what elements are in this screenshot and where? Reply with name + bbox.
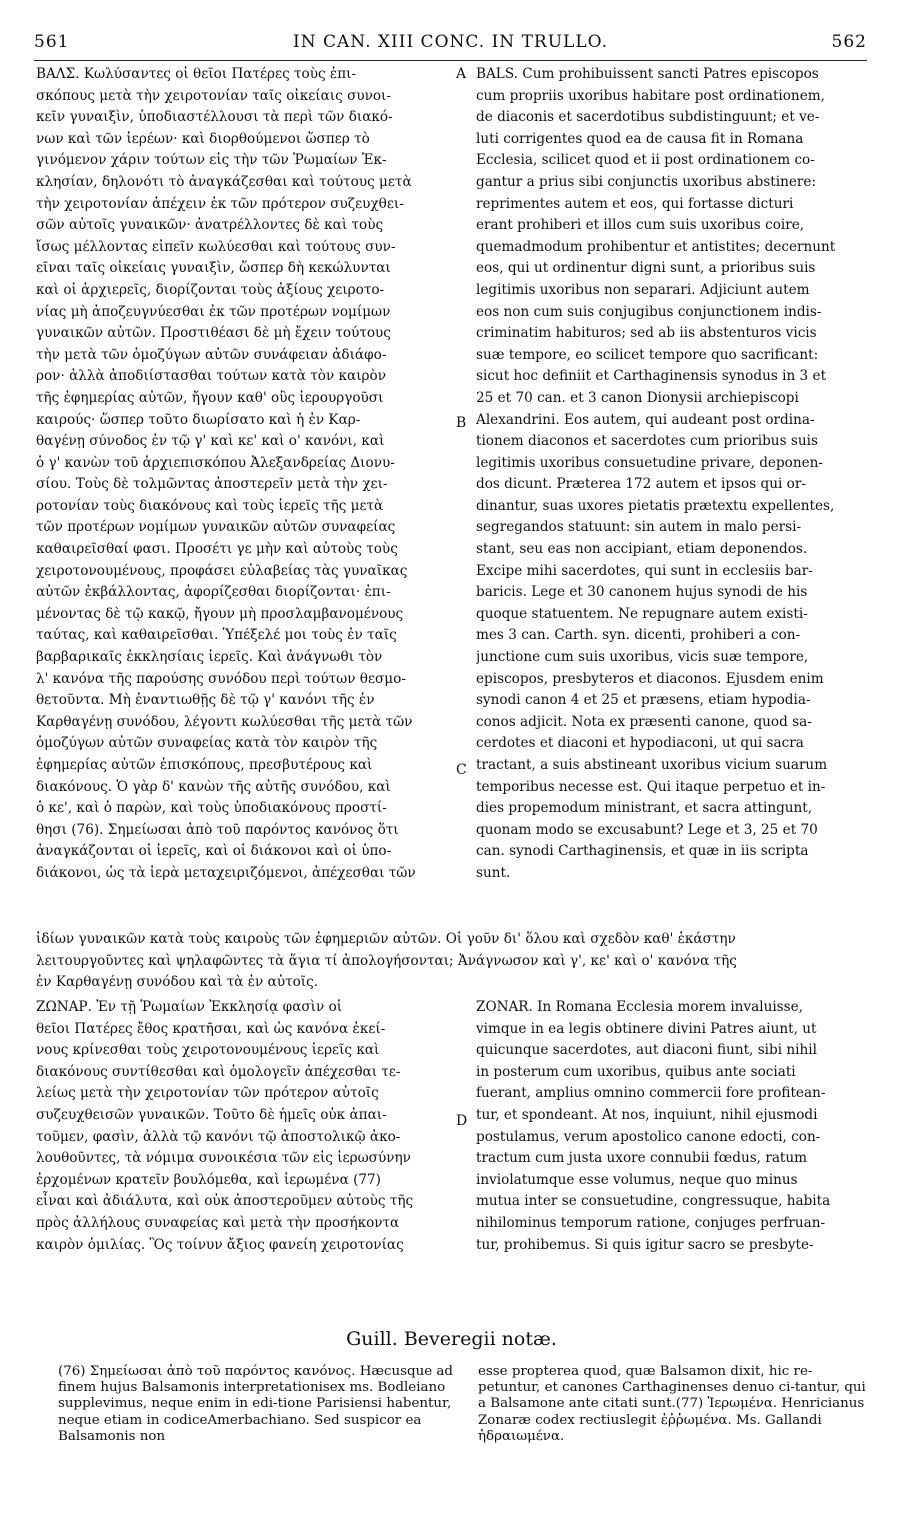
text-line: dos dicunt. Præterea 172 autem et ipsos qui or-: [476, 476, 806, 493]
text-line: εῖναι ταῖς οἰκείαις γυναιξὶν, ὥσπερ δὴ κεκώλυνται: [36, 260, 391, 277]
note-line: esse propterea quod, quæ Balsamon dixit, hic re-: [478, 1364, 813, 1379]
text-line: 25 et 70 can. et 3 canon Dionysii archiepiscopi: [476, 389, 799, 406]
text-line: suæ tempore, eo scilicet tempore quo sacrificant:: [476, 346, 819, 363]
text-line: can. synodi Carthaginensis, et quæ in iis scripta: [476, 843, 809, 860]
text-line: γινόμενον χάριν τούτων εἰς τὴν τῶν Ῥωμαίων Ἐκ-: [36, 152, 387, 169]
text-line: νους κρίνεσθαι τοὺς χειροτονουμένους ἱερεῖς καὶ: [36, 1042, 380, 1059]
text-line: quonam modo se excusabunt? Lege et 3, 25 et 70: [476, 821, 818, 838]
text-line: ἰδίων γυναικῶν κατὰ τοὺς καιροὺς τῶν ἐφημεριῶν αὐτῶν. Οἱ γοῦν δι' ὅλου καὶ σχεδὸν καθ' ἑκάστην: [36, 931, 736, 947]
text-line: τῆς ἐφημερίας αὐτῶν, ἤγουν καθ' οὓς ἱερουργοῦσι: [36, 389, 384, 406]
text-line: τῶν προτέρων νομίμων γυναικῶν αὐτῶν συναφείας: [36, 519, 396, 536]
text-line: πρὸς ἀλλήλους συναφείας καὶ μετὰ τὴν προσήκοντα: [36, 1214, 400, 1231]
margin-marker-c: C: [456, 762, 467, 778]
page-number-right: 562: [831, 32, 867, 52]
text-line: reprimentes autem et eos, qui fortasse dicturi: [476, 195, 794, 212]
text-line: synodi canon 4 et 25 et præsens, etiam hypodia-: [476, 692, 811, 709]
text-line: Ecclesia, scilicet quod et ii post ordinationem co-: [476, 152, 815, 169]
text-line: BALS. Cum prohibuissent sancti Patres episcopos: [476, 66, 819, 82]
text-line: postulamus, verum apostolico canone edocti, con-: [476, 1128, 821, 1145]
text-line: mutua inter se consuetudine, congressuque, habita: [476, 1193, 831, 1210]
running-title: IN CAN. XIII CONC. IN TRULLO.: [293, 32, 608, 52]
notes-heading: Guill. Beveregii notæ.: [346, 1328, 557, 1350]
text-line: tractum cum justa uxore connubii fœdus, ratum: [476, 1150, 808, 1167]
text-line: quoque statuentem. Ne repugnare autem existi-: [476, 605, 808, 622]
text-line: in posterum cum uxoribus, quibus ante sociati: [476, 1063, 796, 1080]
text-line: episcopos, presbyteros et diaconos. Ejusdem enim: [476, 670, 824, 687]
text-line: Alexandrini. Eos autem, qui audeant post ordina-: [476, 411, 815, 428]
text-line: λείως μετὰ τὴν χειροτονίαν τῶν πρότερον αὐτοῖς: [36, 1085, 379, 1102]
text-line: ΖΩΝΑΡ. Ἐν τῇ Ῥωμαίων Ἐκκλησίᾳ φασὶν οἱ: [36, 999, 343, 1015]
text-line: ταύτας, καὶ καθαιρεῖσθαι. Ὑπέξελέ μοι τοὺς ἐν ταῖς: [36, 627, 397, 644]
text-line: διάκονοι, ὡς τὰ ἱερὰ μεταχειριζόμενοι, ἀπέχεσθαι τῶν: [36, 864, 416, 881]
balsamon-greek-column: [36, 64, 450, 885]
note-line: tione Parisiensi habentur, neque etiam in codice: [58, 1396, 452, 1428]
text-line: segregandos statuunt: sin autem in malo persi-: [476, 519, 802, 536]
text-line: eos, qui ut ordinentur digni sunt, a prioribus suis: [476, 260, 816, 277]
text-line: διακόνους. Ὁ γὰρ δ' κανὼν τῆς αὐτῆς συνόδου, καὶ: [36, 778, 391, 795]
text-line: τοῦμεν, φασὶν, ἀλλὰ τῷ κανόνι τῷ ἀποστολικῷ ἀκο-: [36, 1128, 401, 1145]
text-line: tractant, a suis abstineant uxoribus vicium suarum: [476, 757, 828, 773]
text-line: καθαιρεῖσθαί φασι. Προσέτι γε μὴν καὶ αὐτοὺς τοὺς: [36, 541, 398, 558]
margin-marker-d: D: [456, 1113, 468, 1129]
note-line: Amerbachiano. Sed suspicor ea Balsamonis non: [58, 1412, 422, 1444]
text-line: baricis. Lege et 30 canonem hujus synodi de his: [476, 584, 808, 601]
text-line: conos adjicit. Nota ex præsenti canone, quod sa-: [476, 713, 812, 730]
text-line: εἶναι καὶ ἀδιάλυτα, καὶ οὐκ ἀποστεροῦμεν αὐτοὺς τῆς: [36, 1193, 414, 1210]
text-line: erant prohiberi et illos cum suis uxoribus coire,: [476, 217, 805, 234]
text-line: θαγένῃ σύνοδος ἐν τῷ γ' καὶ κε' καὶ ο' κανόνι, καὶ: [36, 433, 385, 450]
text-line: νων καὶ τῶν ἱερέων· καὶ διορθούμενοι ὥσπερ τὸ: [36, 130, 370, 147]
text-line: αὐτῶν ἐκβάλλοντας, ἀφορίζεσθαι διορίζονται· ἐπι-: [36, 584, 391, 601]
text-line: eos non cum suis conjugibus conjunctionem indis-: [476, 303, 822, 320]
text-line: χειροτονουμένους, προφάσει εὐλαβείας τὰς γυναῖκας: [36, 562, 408, 579]
page-header: [34, 32, 867, 58]
text-line: συζευχθεισῶν γυναικῶν. Τοῦτο δὲ ἡμεῖς οὐκ ἀπαι-: [36, 1106, 387, 1123]
text-line: tionem diaconos et sacerdotes cum prioribus suis: [476, 433, 818, 450]
text-line: καιρὸν ὁμιλίας. Ὃς τοίνυν ἄξιος φανείη χειροτονίας: [36, 1236, 404, 1253]
header-rule: [34, 60, 867, 61]
note-line: tantur, qui a Balsamone ante citati sunt.: [478, 1380, 866, 1412]
note-line: petuntur, et canones Carthaginenses denuo ci-: [478, 1380, 795, 1396]
text-line: cerdotes et diaconi et hypodiaconi, ut qui sacra: [476, 735, 804, 752]
note-line: ex ms. Bodleiano supplevimus, neque enim in edi-: [58, 1380, 446, 1412]
text-line: tur, prohibemus. Si quis igitur sacro se presbyte-: [476, 1236, 814, 1253]
text-line: ἐφημερίας αὐτῶν ἐπισκόπους, πρεσβυτέρους καὶ: [36, 757, 373, 773]
text-line: sunt.: [476, 864, 511, 881]
text-line: stant, seu eas non accipiant, etiam deponendos.: [476, 541, 808, 558]
text-line: μένοντας δὲ τῷ κακῷ, ἤγουν μὴ προσλαμβανομένους: [36, 605, 404, 622]
text-line: nihilominus temporum ratione, conjuges perfruan-: [476, 1214, 826, 1231]
text-line: ΒΑΛΣ. Κωλύσαντες οἱ θεῖοι Πατέρες τοὺς ἐπι-: [36, 66, 357, 82]
text-line: καὶ οἱ ἀρχιερεῖς, διορίζονται τοὺς ἀξίους χειροτο-: [36, 281, 385, 298]
text-line: luti corrigentes quod ea de causa fit in Romana: [476, 130, 804, 147]
text-line: sicut hoc definiit et Carthaginensis synodus in 3 et: [476, 368, 827, 385]
text-line: dinantur, suas uxores pietatis prætextu expellentes,: [476, 497, 835, 514]
note-line: (76) Σημείωσαι ἀπὸ τοῦ παρόντος κανόνος. Hæc: [58, 1364, 392, 1379]
text-line: temporibus necesse est. Qui itaque perpetuo et in-: [476, 778, 826, 795]
zonaras-greek-column: [36, 997, 450, 1256]
text-line: ροτονίαν τοὺς διακόνους καὶ τοὺς ἱερεῖς τῆς μετὰ: [36, 497, 384, 514]
note-line: (77) Ἱερωμένα. Henricianus Zonaræ codex rectius: [478, 1396, 865, 1428]
text-line: κλησίαν, δηλονότι τὸ ἀναγκάζεσθαι καὶ τούτους μετὰ: [36, 173, 412, 190]
text-line: βαρβαρικαῖς ἐκκλησίαις ἱερεῖς. Καὶ ἀνάγνωθι τὸν: [36, 649, 383, 666]
text-line: Excipe mihi sacerdotes, qui sunt in ecclesiis bar-: [476, 562, 813, 579]
text-line: de diaconis et sacerdotibus subdistinguunt; et ve-: [476, 109, 820, 126]
page-number-left: 561: [34, 32, 70, 52]
text-line: mes 3 can. Carth. syn. dicenti, prohiberi a con-: [476, 627, 801, 644]
text-line: tur, et spondeant. At nos, inquiunt, nihil ejusmodi: [476, 1106, 818, 1123]
text-line: διακόνους συντίθεσθαι καὶ ὁμολογεῖν ἀπέχεσθαι τε-: [36, 1063, 401, 1080]
text-line: dies propemodum ministrant, et sacra attingunt,: [476, 800, 813, 817]
text-line: criminatim habituros; sed ab iis abstenturos vicis: [476, 325, 817, 342]
full-width-continuation: [36, 929, 868, 994]
note-line: usque ad finem hujus Balsamonis interpretationis: [58, 1364, 453, 1396]
text-line: κεῖν γυναιξὶν, ὑποδιαστέλλουσι τὰ περὶ τῶν διακό-: [36, 109, 393, 126]
note-line: legit ἐῤῥωμένα. Ms. Gallandi ἡδραιωμένα.: [478, 1412, 822, 1444]
text-line: legitimis uxoribus non separari. Adjiciunt autem: [476, 281, 810, 298]
text-line: σίου. Τοὺς δὲ τολμῶντας ἀποστερεῖν μετὰ τὴν χει-: [36, 476, 388, 493]
notes-right-column: [478, 1364, 870, 1445]
text-line: λ' κανόνα τῆς παρούσης συνόδου περὶ τούτων θεσμο-: [36, 670, 406, 687]
text-line: ὁ γ' κανὼν τοῦ ἀρχιεπισκόπου Ἀλεξανδρείας Διονυ-: [36, 454, 395, 471]
text-line: cum propriis uxoribus habitare post ordinationem,: [476, 87, 825, 104]
text-line: νίας μὴ ἀποζευγνύεσθαι ἐκ τῶν προτέρων νομίμων: [36, 303, 391, 320]
text-line: ZONAR. In Romana Ecclesia morem invaluisse,: [476, 999, 803, 1015]
text-line: ἐν Καρθαγένῃ συνόδου καὶ τὰ ἐν αὐτοῖς.: [36, 974, 319, 991]
text-line: καιρούς· ὥσπερ τοῦτο διωρίσατο καὶ ἡ ἐν Καρ-: [36, 411, 361, 428]
text-line: γυναικῶν αὐτῶν. Προστιθέασι δὲ μὴ ἔχειν τούτους: [36, 325, 391, 342]
balsamon-latin-column: [476, 64, 868, 885]
text-line: σῶν αὐτοῖς γυναικῶν· ἀνατρέλλοντες δὲ καὶ τοὺς: [36, 217, 384, 234]
text-line: τὴν χειροτονίαν ἀπέχειν ἐκ τῶν πρότερον συζευχθει-: [36, 195, 404, 212]
text-line: λουθοῦντες, τὰ νόμιμα συνοικέσια τῶν εἰς ἱερωσύνην: [36, 1150, 411, 1167]
text-line: ἴσως μέλλοντας εἰπεῖν κωλύεσθαι καὶ τούτους συν-: [36, 238, 396, 255]
margin-marker-b: B: [456, 415, 467, 431]
text-line: ἀναγκάζονται οἱ ἱερεῖς, καὶ οἱ διάκονοι καὶ οἱ ὑπο-: [36, 843, 392, 860]
text-line: θεῖοι Πατέρες ἔθος κρατῆσαι, καὶ ὡς κανόνα ἐκεί-: [36, 1020, 386, 1037]
margin-marker-a: A: [456, 66, 467, 82]
text-line: σκόπους μετὰ τὴν χειροτονίαν ταῖς οἰκείαις συνοι-: [36, 87, 391, 104]
text-line: ὁμοζύγων αὐτῶν συναφείας κατὰ τὸν καιρὸν τῆς: [36, 735, 378, 752]
text-line: ὁ κε', καὶ ὁ παρὼν, καὶ τοὺς ὑποδιακόνους προστί-: [36, 800, 387, 817]
text-line: gantur a prius sibi conjunctis uxoribus abstinere:: [476, 173, 817, 190]
text-line: Καρθαγένῃ συνόδου, λέγοντι κωλύεσθαι τῆς μετὰ τῶν: [36, 713, 413, 730]
zonaras-latin-column: [476, 997, 868, 1256]
text-line: ἐρχομένων κρατεῖν βουλόμεθα, καὶ ἱερωμένα (77): [36, 1171, 381, 1188]
text-line: inviolatumque esse volumus, neque quo minus: [476, 1171, 798, 1188]
text-line: ρον· ἀλλὰ ἀποδιίστασθαι τούτων κατὰ τὸν καιρὸν: [36, 368, 386, 385]
text-line: θετοῦντα. Μὴ ἐναντιωθῇς δὲ τῷ γ' κανόνι τῆς ἐν: [36, 692, 375, 709]
text-line: λειτουργοῦντες καὶ ψηλαφῶντες τὰ ἅγια τί ἀπολογήσονται; Ἀνάγνωσον καὶ γ', κε' καὶ ο' κανόνα τῆς: [36, 952, 737, 969]
text-line: vimque in ea legis obtinere divini Patres aiunt, ut: [476, 1020, 817, 1037]
text-line: quemadmodum prohibentur et antistites; decernunt: [476, 238, 836, 255]
notes-left-column: [58, 1364, 456, 1445]
text-line: τὴν μετὰ τῶν ὁμοζύγων αὐτῶν συνάφειαν ἀδιάφο-: [36, 346, 387, 363]
text-line: fuerant, amplius omnino commercii fore profitean-: [476, 1085, 826, 1102]
text-line: θησι (76). Σημείωσαι ἀπὸ τοῦ παρόντος κανόνος ὅτι: [36, 821, 399, 838]
text-line: junctione cum suis uxoribus, vicis suæ tempore,: [476, 649, 809, 666]
text-line: legitimis uxoribus consuetudine privare, deponen-: [476, 454, 824, 471]
text-line: quicunque sacerdotes, aut diaconi fiunt, sibi nihil: [476, 1042, 817, 1059]
